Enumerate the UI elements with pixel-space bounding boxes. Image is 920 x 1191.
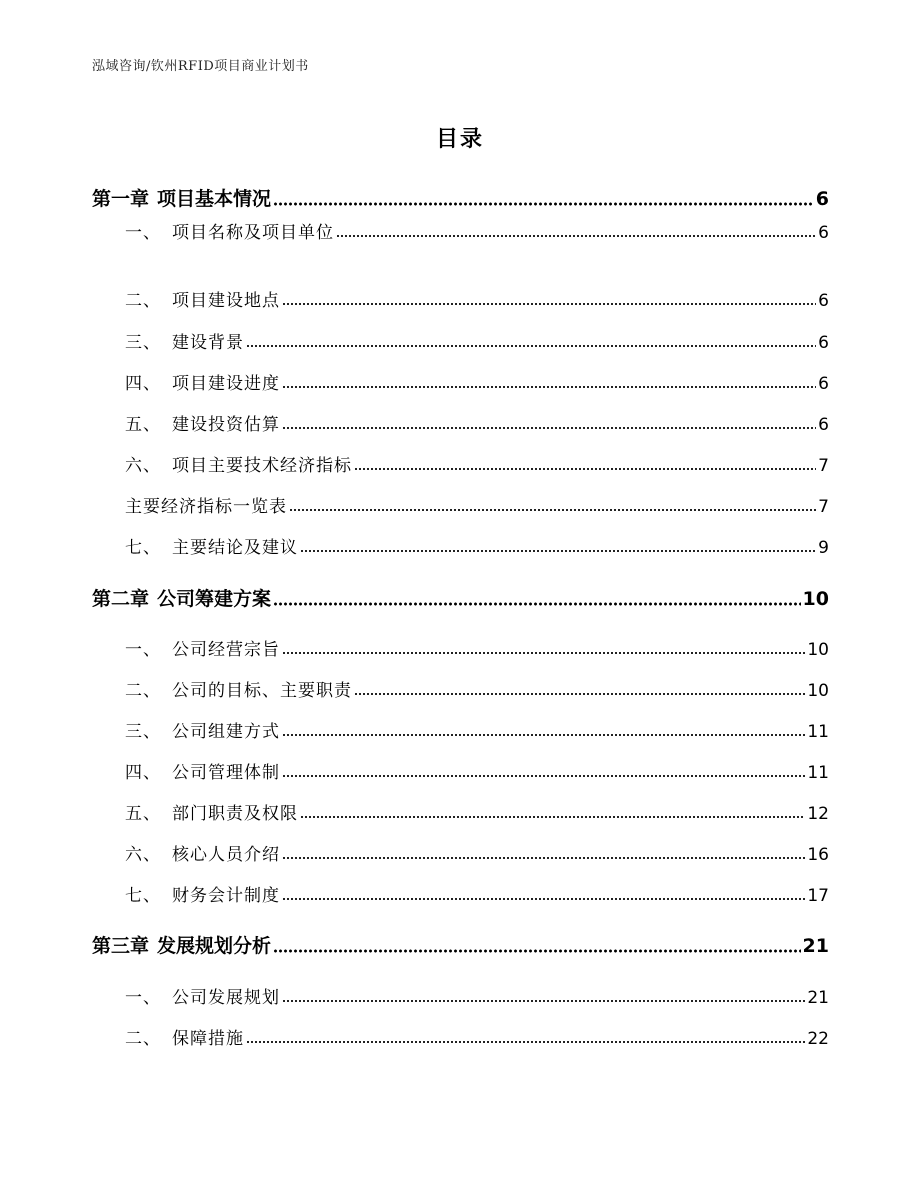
toc-entry-number: 一、 — [125, 640, 161, 660]
toc-leader-dots — [282, 855, 805, 861]
toc-entry-number: 三、 — [125, 333, 161, 353]
toc-entry-number: 二、 — [125, 1029, 161, 1049]
toc-chapter-1[interactable] — [92, 184, 829, 211]
toc-leader-dots — [300, 548, 816, 554]
toc-entry-number: 第一章 — [92, 188, 150, 210]
toc-entry-number: 四、 — [125, 374, 161, 394]
toc-entry-number: 第三章 — [92, 935, 150, 957]
toc-entry-page: 11 — [807, 722, 829, 742]
toc-section-1-1[interactable] — [125, 218, 829, 243]
toc-entry-number: 三、 — [125, 722, 161, 742]
toc-entry-number: 四、 — [125, 763, 161, 783]
page-header: 泓域咨询/钦州RFID项目商业计划书 — [92, 59, 309, 74]
toc-entry-number: 二、 — [125, 681, 161, 701]
toc-leader-dots — [336, 233, 816, 239]
toc-entry-label: 保障措施 — [172, 1029, 244, 1049]
toc-section-2-5[interactable] — [125, 799, 829, 824]
toc-entry-label: 项目建设地点 — [172, 291, 280, 311]
toc-leader-dots — [282, 732, 805, 738]
toc-section-2-6[interactable] — [125, 840, 829, 865]
toc-entry-number: 六、 — [125, 845, 161, 865]
toc-leader-dots — [273, 601, 801, 607]
toc-leader-dots — [354, 466, 816, 472]
toc-section-2-3[interactable] — [125, 717, 829, 742]
toc-entry-label: 公司经营宗旨 — [172, 640, 280, 660]
toc-entry-page: 6 — [818, 374, 829, 394]
toc-entry-number: 第二章 — [92, 588, 150, 610]
toc-entry-page: 10 — [807, 681, 829, 701]
toc-chapter-3[interactable] — [92, 931, 829, 958]
toc-entry-label: 公司的目标、主要职责 — [172, 681, 352, 701]
toc-entry-number: 七、 — [125, 886, 161, 906]
toc-entry-page: 10 — [807, 640, 829, 660]
toc-leader-dots — [246, 1039, 805, 1045]
toc-section-3-2[interactable] — [125, 1024, 829, 1049]
toc-section-1-4[interactable] — [125, 369, 829, 394]
toc-entry-label: 公司管理体制 — [172, 763, 280, 783]
toc-title: 目录 — [435, 126, 484, 152]
toc-section-2-7[interactable] — [125, 881, 829, 906]
toc-entry-label: 建设投资估算 — [172, 415, 280, 435]
toc-entry-page: 10 — [802, 588, 829, 610]
toc-entry-page: 9 — [818, 538, 829, 558]
toc-entry-label: 公司发展规划 — [172, 988, 280, 1008]
toc-leader-dots — [273, 948, 801, 954]
toc-entry-page: 22 — [807, 1029, 829, 1049]
toc-leader-dots — [246, 343, 816, 349]
toc-section-1-2[interactable] — [125, 286, 829, 311]
toc-entry-page: 6 — [818, 333, 829, 353]
toc-entry-number: 一、 — [125, 223, 161, 243]
toc-entry-page: 21 — [807, 988, 829, 1008]
toc-section-2-2[interactable] — [125, 676, 829, 701]
toc-entry-label: 公司组建方式 — [172, 722, 280, 742]
toc-section-1-6[interactable] — [125, 451, 829, 476]
toc-leader-dots — [282, 650, 805, 656]
toc-entry-page: 12 — [807, 804, 829, 824]
toc-entry-page: 6 — [818, 415, 829, 435]
toc-section-1-5[interactable] — [125, 410, 829, 435]
toc-entry-number: 二、 — [125, 291, 161, 311]
toc-entry-page: 7 — [818, 497, 829, 517]
toc-entry-label: 项目建设进度 — [172, 374, 280, 394]
toc-entry-label: 公司筹建方案 — [157, 588, 272, 610]
toc-leader-dots — [282, 896, 805, 902]
toc-section-1-3[interactable] — [125, 328, 829, 353]
toc-entry-page: 17 — [807, 886, 829, 906]
toc-entry-label: 建设背景 — [172, 333, 244, 353]
toc-entry-page: 7 — [818, 456, 829, 476]
toc-leader-dots — [282, 998, 805, 1004]
toc-leader-dots — [282, 773, 805, 779]
toc-leader-dots — [300, 814, 805, 820]
toc-section-1-7[interactable] — [125, 533, 829, 558]
toc-entry-page: 6 — [815, 188, 829, 210]
toc-entry-page: 11 — [807, 763, 829, 783]
toc-entry-page: 16 — [807, 845, 829, 865]
toc-section-1-table[interactable] — [125, 492, 829, 517]
toc-leader-dots — [273, 201, 814, 207]
toc-entry-number: 六、 — [125, 456, 161, 476]
toc-leader-dots — [282, 384, 816, 390]
toc-section-2-4[interactable] — [125, 758, 829, 783]
toc-leader-dots — [289, 507, 816, 513]
toc-entry-page: 21 — [802, 935, 829, 957]
toc-leader-dots — [354, 691, 805, 697]
toc-entry-label: 部门职责及权限 — [172, 804, 298, 824]
toc-entry-number: 一、 — [125, 988, 161, 1008]
toc-entry-number: 五、 — [125, 804, 161, 824]
toc-entry-label: 发展规划分析 — [157, 935, 272, 957]
toc-entry-number: 五、 — [125, 415, 161, 435]
toc-section-2-1[interactable] — [125, 635, 829, 660]
toc-entry-label: 财务会计制度 — [172, 886, 280, 906]
toc-entry-label: 核心人员介绍 — [172, 845, 280, 865]
toc-leader-dots — [282, 425, 816, 431]
toc-leader-dots — [282, 301, 816, 307]
toc-entry-number: 七、 — [125, 538, 161, 558]
toc-entry-label: 主要经济指标一览表 — [125, 497, 287, 517]
toc-entry-page: 6 — [818, 223, 829, 243]
toc-entry-page: 6 — [818, 291, 829, 311]
toc-entry-label: 主要结论及建议 — [172, 538, 298, 558]
toc-chapter-2[interactable] — [92, 584, 829, 611]
toc-entry-label: 项目名称及项目单位 — [172, 223, 334, 243]
toc-entry-label: 项目主要技术经济指标 — [172, 456, 352, 476]
toc-section-3-1[interactable] — [125, 983, 829, 1008]
toc-entry-label: 项目基本情况 — [157, 188, 272, 210]
